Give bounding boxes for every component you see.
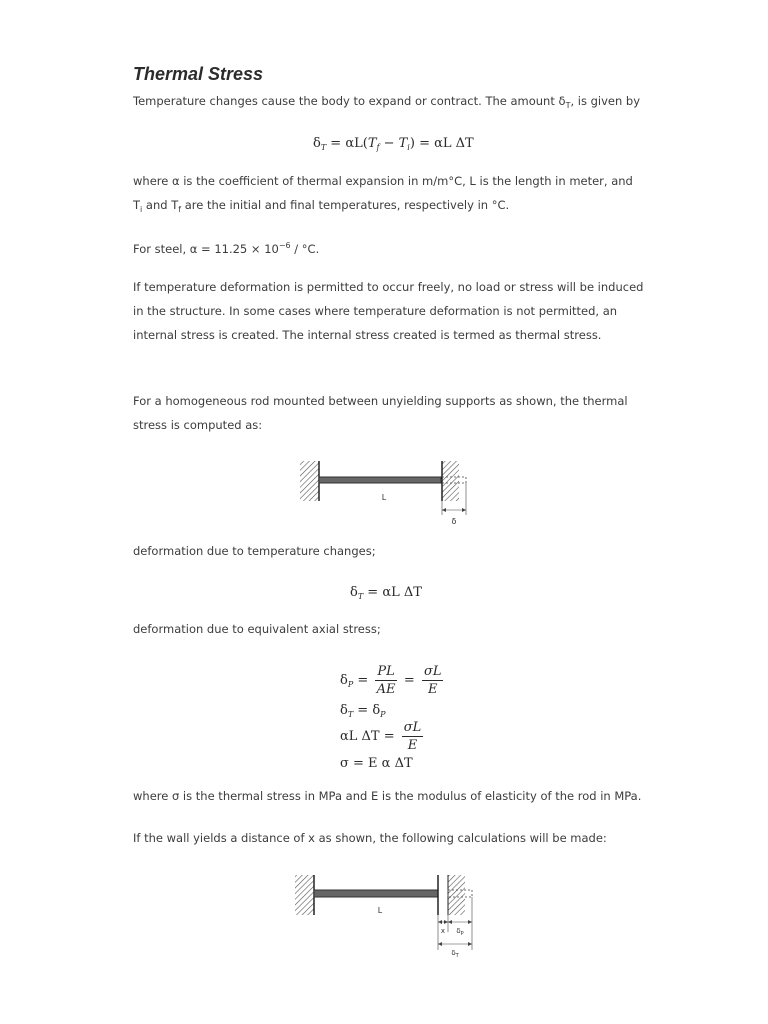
length-label: L bbox=[381, 493, 387, 502]
wall-yield-paragraph: If the wall yields a distance of x as shown, the following calculations will be made: bbox=[133, 831, 607, 845]
axial-stress-label: deformation due to equivalent axial stress; bbox=[133, 622, 381, 636]
figure-rod-yielding-wall bbox=[290, 870, 490, 960]
delta-label: δ bbox=[451, 517, 457, 526]
homogeneous-rod-paragraph: For a homogeneous rod mounted between unyielding supports as shown, the thermal stress is computed as: bbox=[133, 394, 628, 432]
x-label: x bbox=[440, 927, 446, 935]
equation-substitution: αL ΔT = $\frac{\sigma L}{E}$ bbox=[340, 720, 422, 753]
equation-thermal-deformation: $\delta_T = \alpha L(T_f - T_i) = \alpha L$ ΔT bbox=[313, 136, 474, 152]
free-deformation-paragraph: If temperature deformation is permitted to occur freely, no load or stress will be induced in the structure. In some cases where temperature deformation is not permitted, an internal stress is created. The internal stress created is termed as thermal stress. bbox=[133, 280, 644, 342]
equation-temperature-deformation: $\delta_T = \alpha L$ ΔT bbox=[350, 585, 422, 601]
length-label: L bbox=[377, 906, 383, 915]
figure-rod-fixed-supports bbox=[296, 457, 476, 529]
equation-axial-deformation: $\delta_P$ = $\frac{PL}{AE}$ = $\frac{\sigma L}{E}$ bbox=[340, 664, 442, 697]
delta-t-label: $\delta_T$ bbox=[451, 949, 459, 959]
temperature-deformation-label: deformation due to temperature changes; bbox=[133, 544, 376, 558]
steel-coefficient-line: For steel, $\alpha = 11.25 \times 10^{-6} / ^\circ C$. bbox=[133, 241, 320, 256]
where-stress-paragraph: where σ is the thermal stress in MPa and E is the modulus of elasticity of the rod in MPa. bbox=[133, 789, 642, 803]
left-wall-support bbox=[295, 875, 314, 915]
where-coefficient-paragraph: where α is the coefficient of thermal expansion in m/m°C, L is the length in meter, and $T_i$ and $T_f$ are the initial and final temperatures, respectively in °C. bbox=[133, 174, 633, 214]
delta-p-label: $\delta_P$ bbox=[456, 927, 464, 937]
rod bbox=[314, 890, 438, 897]
equation-thermal-stress: σ = E α ΔT bbox=[340, 756, 413, 771]
yielded-wall-support bbox=[448, 875, 465, 915]
rod bbox=[319, 477, 441, 483]
left-wall-support bbox=[300, 461, 319, 501]
equation-deformation-equality: $\delta_T = \delta_P$ bbox=[340, 703, 386, 719]
page-title: Thermal Stress bbox=[133, 64, 264, 84]
intro-paragraph: Temperature changes cause the body to expand or contract. The amount $\delta_T$, is given by bbox=[133, 94, 641, 110]
right-wall-support bbox=[442, 461, 459, 501]
